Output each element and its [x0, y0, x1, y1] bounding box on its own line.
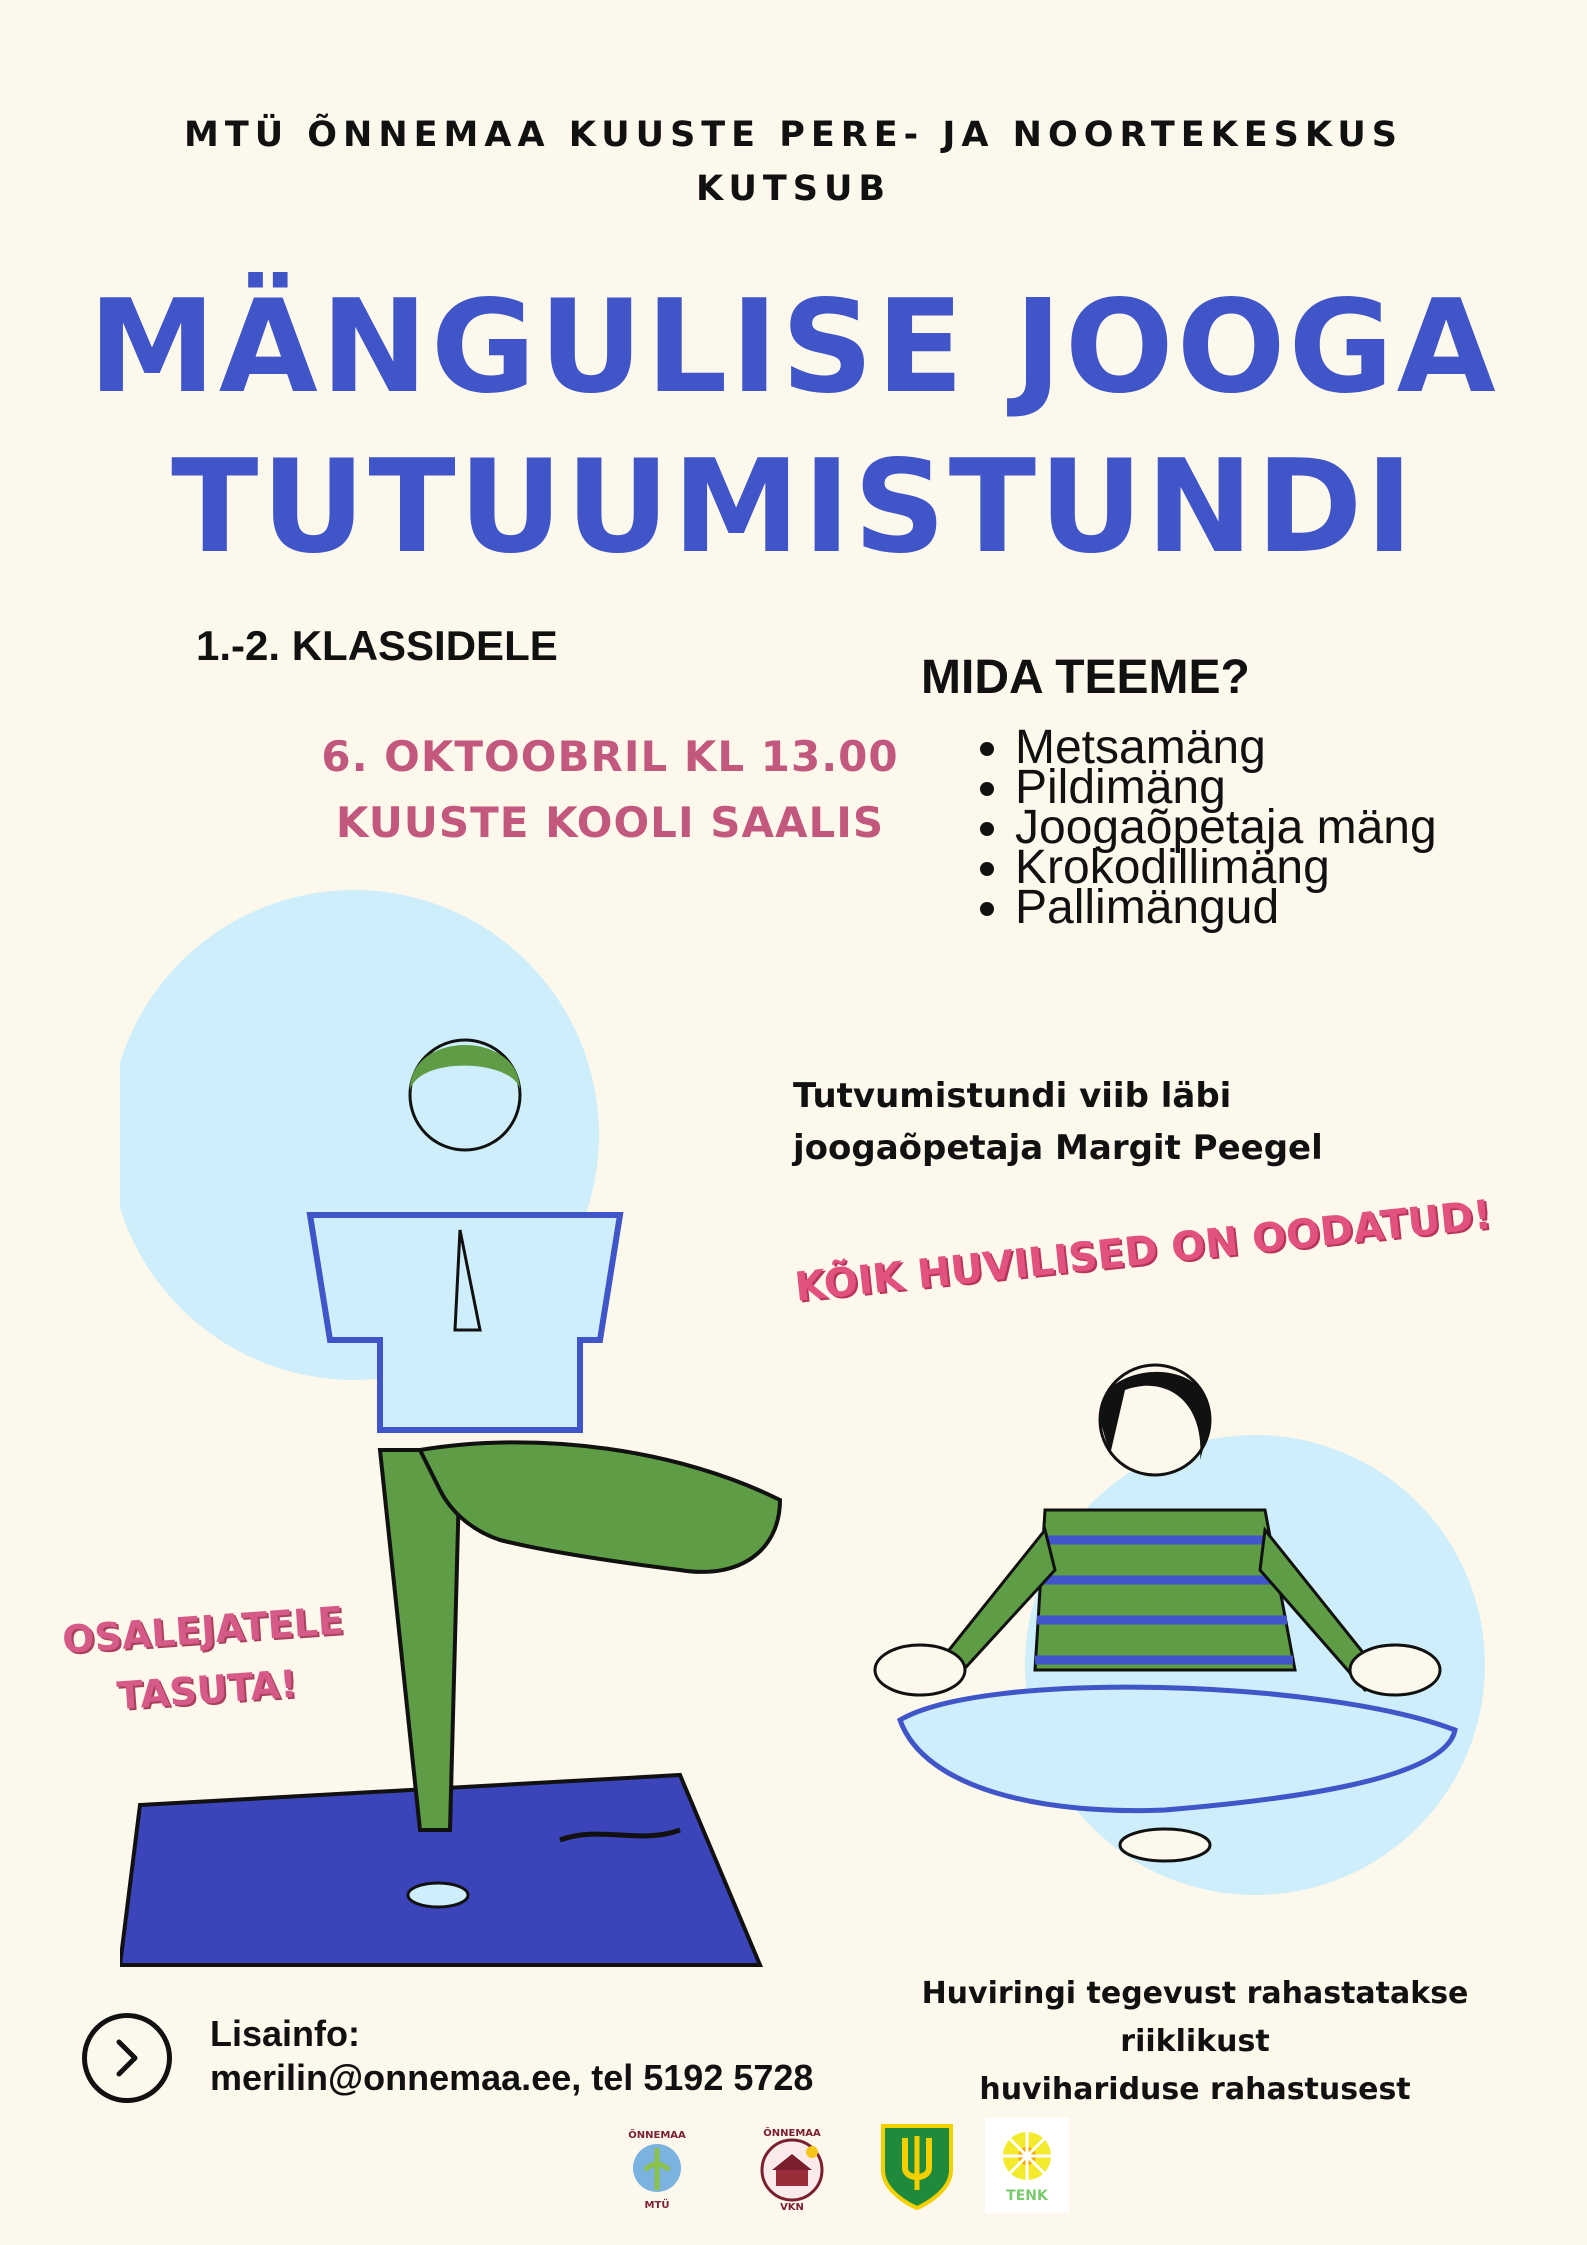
organizer-text	[0, 108, 1587, 216]
logo-bottom-text: VKN	[780, 2202, 804, 2213]
title-line1: MÄNGULISE JOOGA	[88, 273, 1499, 422]
organizer-line2: KUTSUB	[695, 169, 892, 209]
shield-logo	[875, 2118, 959, 2213]
funding-line1: Huviringi tegevust rahastatakse riiklikust	[921, 1976, 1469, 2059]
activity-item: • Krokodillimäng	[1015, 848, 1535, 888]
activity-item: • Metsamäng	[1015, 728, 1535, 768]
free-admission-text	[36, 1589, 374, 1732]
logo-bottom-text: TENK	[1006, 2188, 1048, 2204]
welcome-banner: KÕIK HUVILISED ON OODATUD!	[792, 1191, 1494, 1311]
event-location: KUUSTE KOOLI SAALIS	[335, 798, 885, 847]
activities-list	[970, 721, 1535, 934]
event-info	[310, 724, 910, 856]
teacher-info	[793, 1070, 1323, 1174]
meditation-illustration	[865, 1340, 1485, 1950]
event-date-time: 6. OKTOOBRIL KL 13.00	[321, 732, 899, 781]
activities-heading: MIDA TEEME?	[921, 651, 1250, 704]
tree-pose-illustration	[120, 890, 800, 1980]
title-line2: TUTUUMISTUNDI	[171, 433, 1416, 582]
logo-top-text: ÕNNEMAA	[763, 2128, 821, 2139]
onnemaa-mtu-logo	[615, 2118, 699, 2213]
onnemaa-vkn-logo	[750, 2118, 834, 2213]
free-line2: TASUTA!	[115, 1661, 299, 1719]
logo-top-text: ÕNNEMAA	[628, 2130, 686, 2141]
funding-line2: huvihariduse rahastusest	[979, 2072, 1411, 2107]
audience-label: 1.-2. KLASSIDELE	[196, 622, 558, 669]
chevron-right-icon	[82, 2013, 172, 2103]
free-line1: OSALEJATELE	[60, 1598, 346, 1662]
contact-details: merilin@onnemaa.ee, tel 5192 5728	[210, 2057, 814, 2098]
activity-item: • Pildimäng	[1015, 768, 1535, 808]
teacher-line2: joogaõpetaja Margit Peegel	[793, 1128, 1323, 1168]
teacher-line1: Tutvumistundi viib läbi	[793, 1076, 1232, 1116]
tenk-logo	[985, 2118, 1069, 2213]
activity-item: • Joogaõpetaja mäng	[1015, 808, 1535, 848]
funding-note	[855, 1970, 1535, 2114]
logo-bottom-text: MTÜ	[644, 2200, 670, 2211]
contact-label: Lisainfo:	[210, 2013, 360, 2054]
page-title	[0, 268, 1587, 588]
organizer-line1: MTÜ ÕNNEMAA KUUSTE PERE- JA NOORTEKESKUS	[183, 115, 1404, 155]
activity-item: • Pallimängud	[1015, 888, 1535, 928]
